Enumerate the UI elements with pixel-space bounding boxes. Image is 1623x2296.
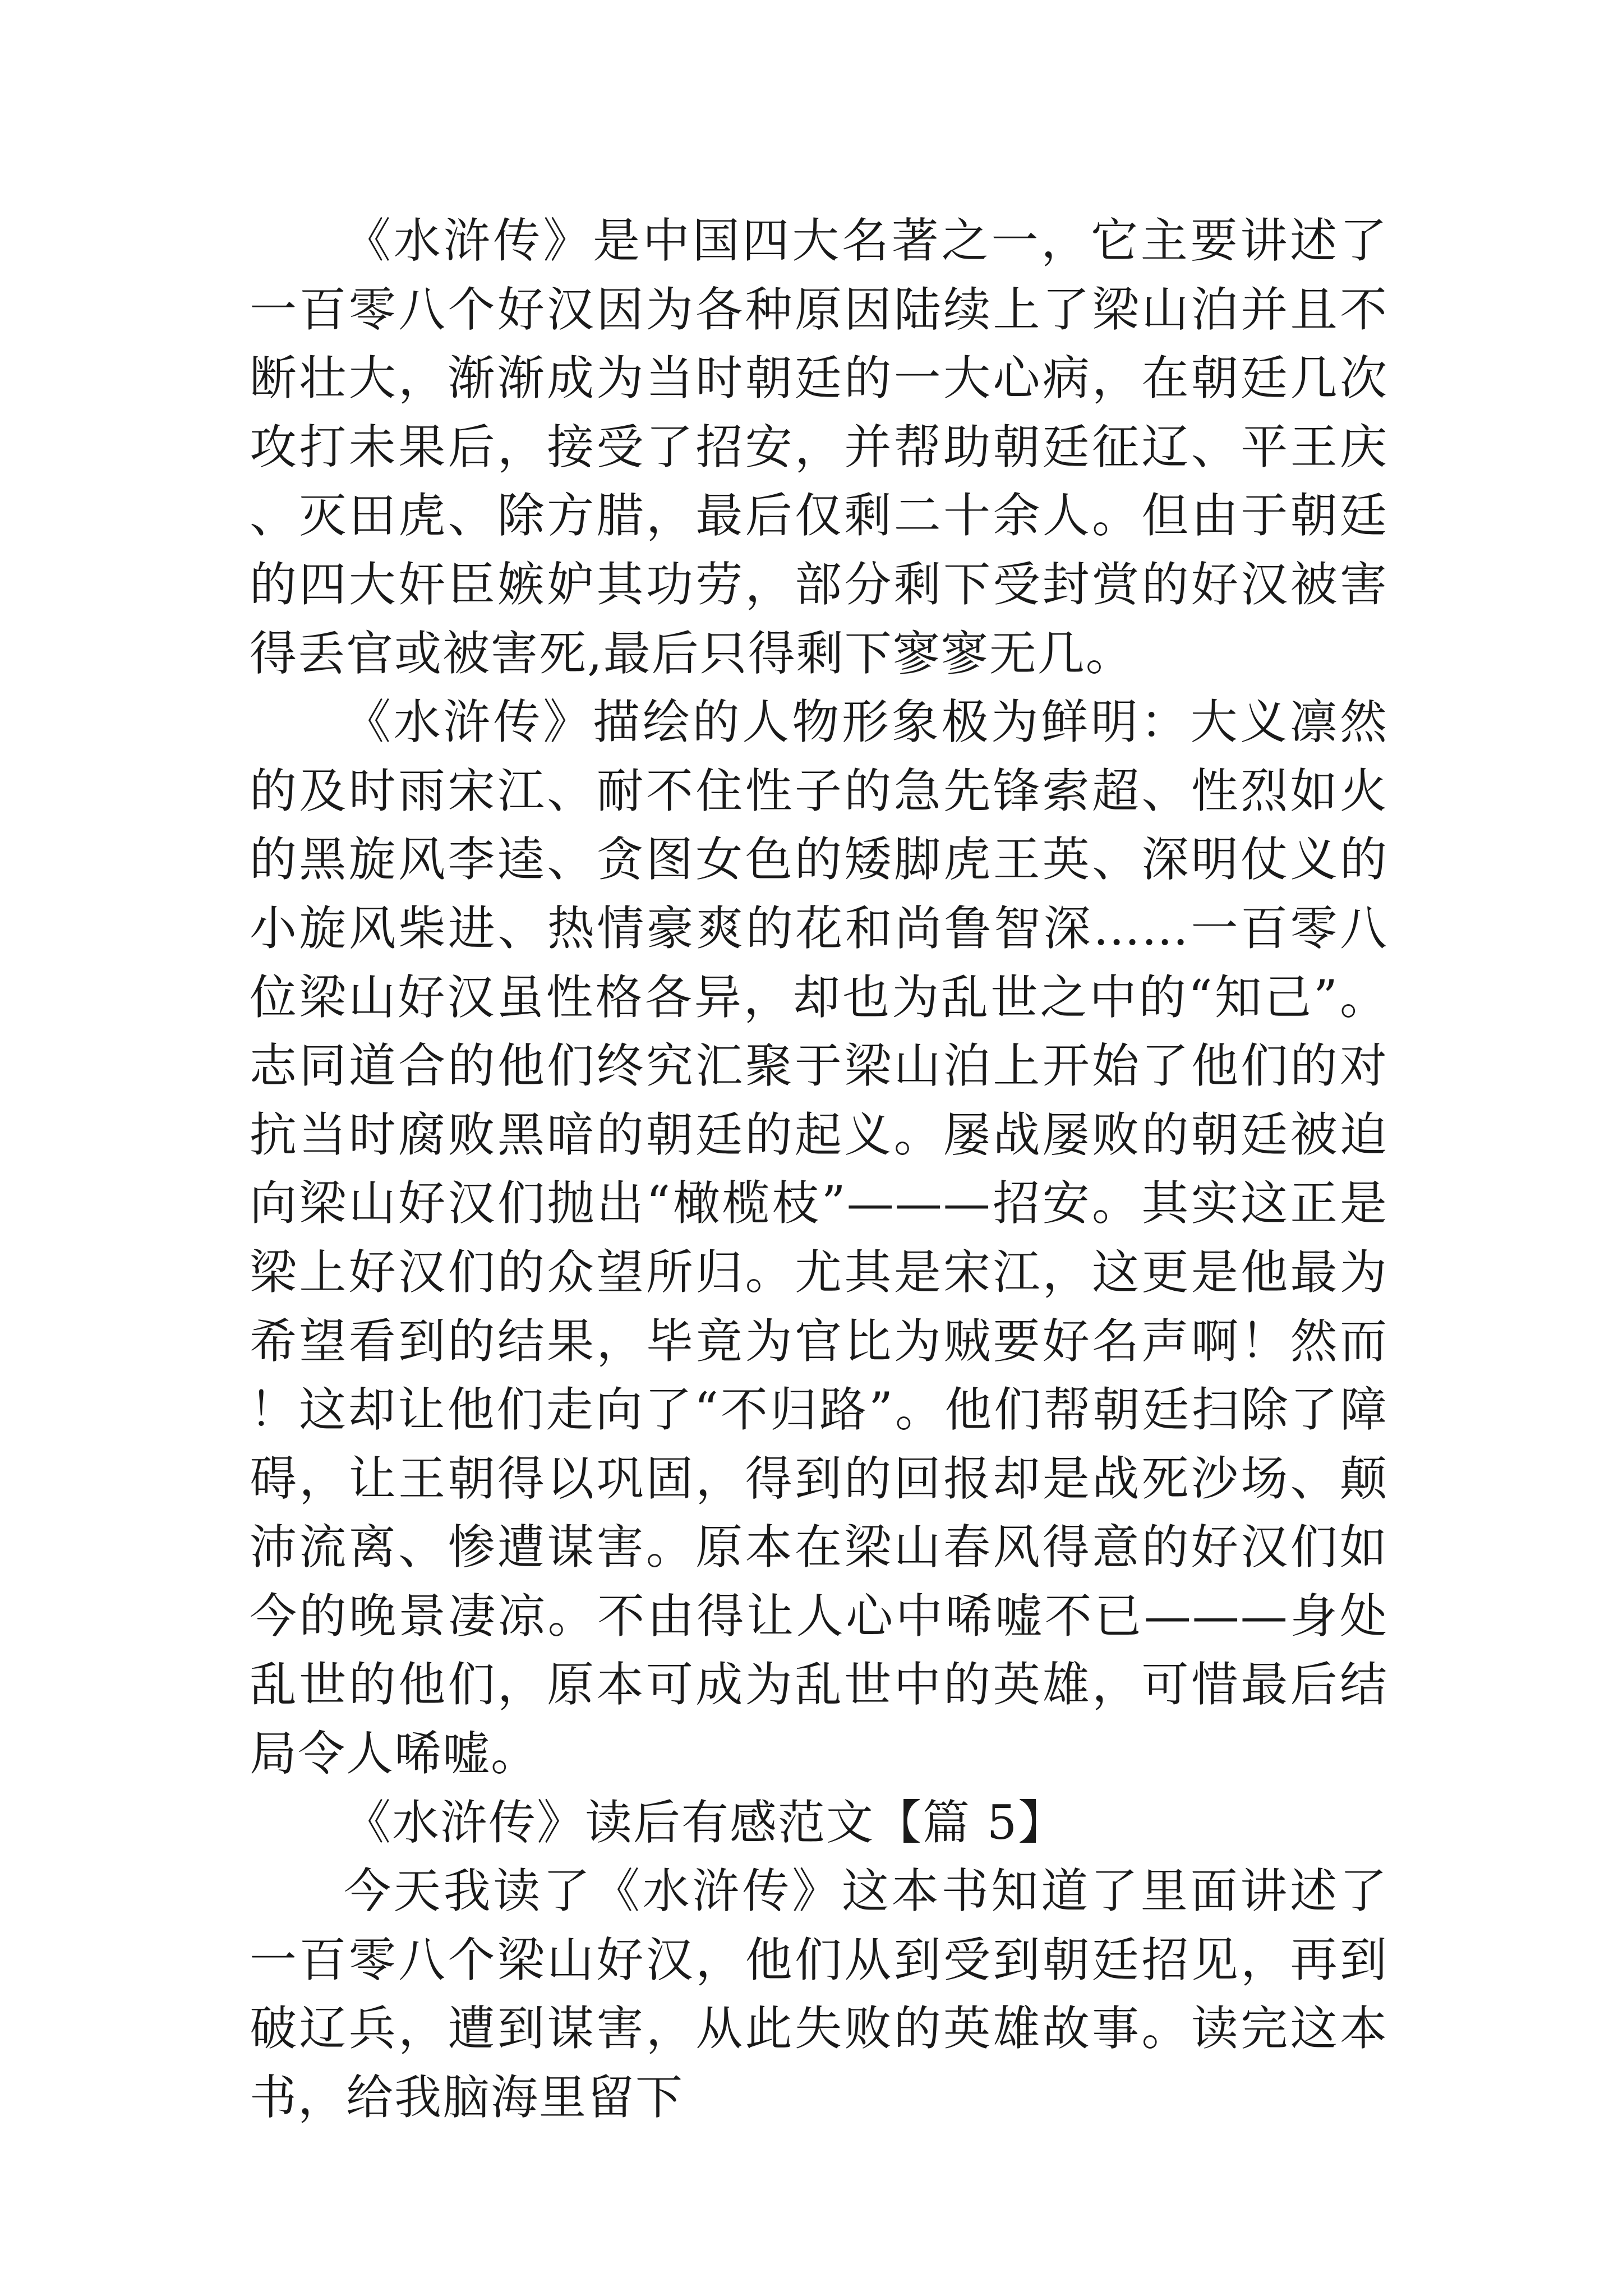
paragraph-intro: 《水浒传》是中国四大名著之一，它主要讲述了一百零八个好汉因为各种原因陆续上了梁山泊并且不断壮大，渐渐成为当时朝廷的一大心病，在朝廷几次攻打未果后，接受了招安，并帮助朝廷征辽、平王庆、灭田虎、除方腊，最后仅剩二十余人。但由于朝廷的四大奸臣嫉妒其功劳，部分剩下受封赏的好汉被害得丢官或被害死,最后只得剩下寥寥无几。 bbox=[250, 213, 1388, 681]
paragraph-section-5: 今天我读了《水浒传》这本书知道了里面讲述了一百零八个梁山好汉，他们从到受到朝廷招见，再到破辽兵，遭到谋害，从此失败的英雄故事。读完这本书，给我脑海里留下 bbox=[250, 1864, 1388, 2125]
document-body bbox=[250, 206, 1388, 2132]
paragraph-characters: 《水浒传》描绘的人物形象极为鲜明：大义凛然的及时雨宋江、耐不住性子的急先锋索超、性烈如火的黑旋风李逵、贪图女色的矮脚虎王英、深明仗义的小旋风柴进、热情豪爽的花和尚鲁智深……一百零八位梁山好汉虽性格各异，却也为乱世之中的“知己”。志同道合的他们终究汇聚于梁山泊上开始了他们的对抗当时腐败黑暗的朝廷的起义。屡战屡败的朝廷被迫向梁山好汉们抛出“橄榄枝”———招安。其实这正是梁上好汉们的众望所归。尤其是宋江，这更是他最为希望看到的结果，毕竟为官比为贼要好名声啊！然而！这却让他们走向了“不归路”。他们帮朝廷扫除了障碍，让王朝得以巩固，得到的回报却是战死沙场、颠沛流离、惨遭谋害。原本在梁山春风得意的好汉们如今的晚景凄凉。不由得让人心中唏嘘不已———身处乱世的他们，原本可成为乱世中的英雄，可惜最后结局令人唏嘘。 bbox=[250, 694, 1388, 1782]
section-heading: 《水浒传》读后有感范文【篇 5】 bbox=[344, 1795, 1067, 1850]
